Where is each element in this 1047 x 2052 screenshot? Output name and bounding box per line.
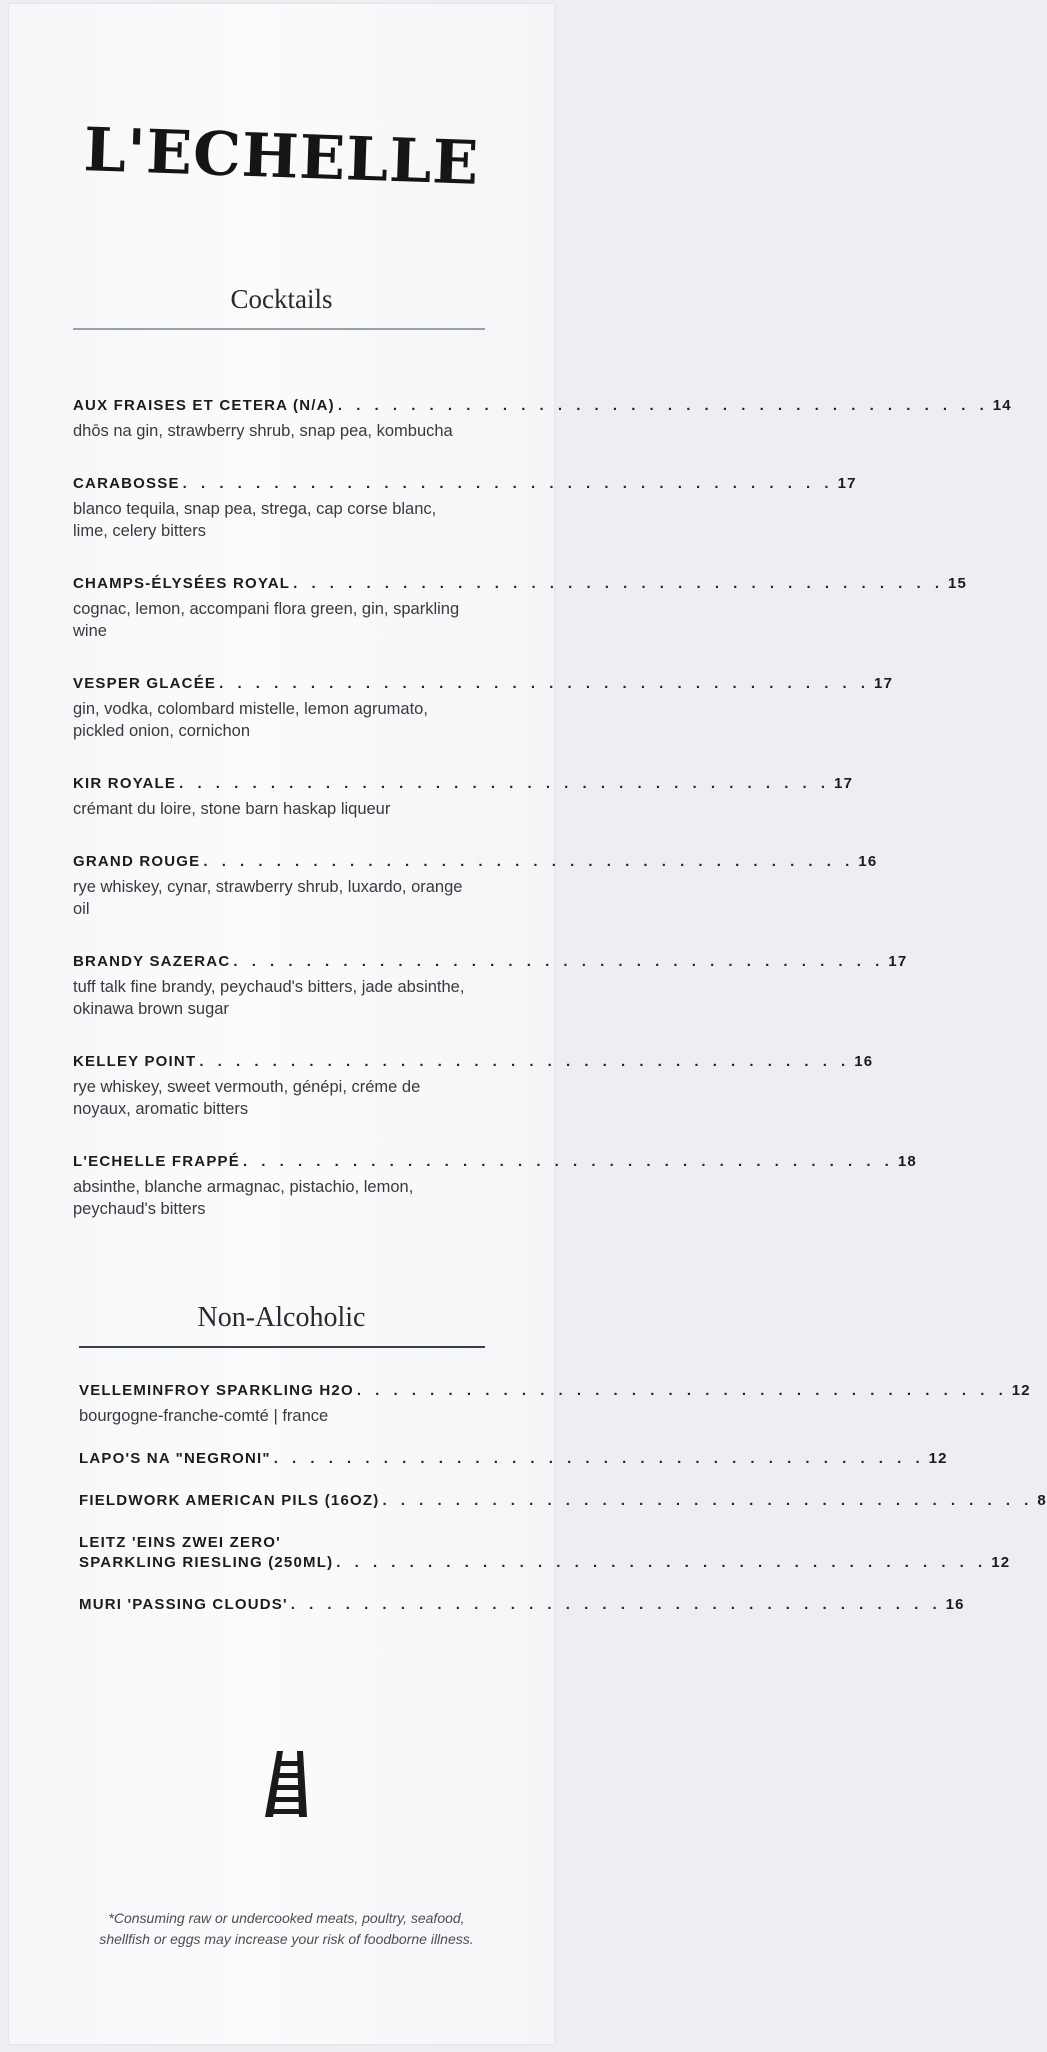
item-name: MURI 'PASSING CLOUDS' bbox=[79, 1596, 288, 1613]
item-description: gin, vodka, colombard mistelle, lemon agrumato, pickled onion, cornichon bbox=[73, 700, 428, 740]
na-item: MURI 'PASSING CLOUDS' . . . . . . . . . . . . . . . . . . . . . . . . . . . . . . . . . . . . 16 bbox=[79, 1596, 965, 1613]
item-description: rye whiskey, sweet vermouth, génépi, créme de noyaux, aromatic bitters bbox=[73, 1078, 421, 1118]
cocktail-list bbox=[73, 396, 1012, 1252]
item-price: 12 bbox=[928, 1450, 948, 1467]
cocktail-item: GRAND ROUGE . . . . . . . . . . . . . . . . . . . . . . . . . . . . . . . . . . . . 16 rye whiskey, cynar, strawberry shrub, luxardo, orange oil bbox=[73, 853, 878, 918]
item-name: CARABOSSE bbox=[73, 475, 180, 492]
item-description: bourgogne-franche-comté | france bbox=[79, 1407, 329, 1425]
item-price: 12 bbox=[1011, 1382, 1031, 1399]
item-price: 17 bbox=[834, 775, 854, 792]
item-name: KIR ROYALE bbox=[73, 775, 177, 792]
ladder-icon bbox=[259, 1749, 313, 1817]
item-price: 18 bbox=[897, 1153, 917, 1170]
item-price: 8 bbox=[1037, 1492, 1047, 1509]
item-name: VELLEMINFROY SPARKLING H2O bbox=[79, 1382, 354, 1399]
item-name: FIELDWORK AMERICAN PILS (16OZ) bbox=[79, 1492, 380, 1509]
item-price: 15 bbox=[948, 575, 968, 592]
item-price: 12 bbox=[991, 1554, 1011, 1571]
item-description: dhōs na gin, strawberry shrub, snap pea, kombucha bbox=[73, 422, 453, 440]
food-safety-disclaimer: *Consuming raw or undercooked meats, poultry, seafood, shellfish or eggs may increase your risk of foodborne illness. bbox=[99, 1910, 474, 1947]
item-description: cognac, lemon, accompani flora green, gin, sparkling wine bbox=[73, 600, 460, 640]
item-description: crémant du loire, stone barn haskap liqueur bbox=[73, 800, 391, 818]
cocktail-item: AUX FRAISES ET CETERA (N/A) . . . . . . . . . . . . . . . . . . . . . . . . . . . . . . . . . . . . 14 dhōs na gin, strawberry shrub, snap pea, kombucha bbox=[73, 397, 1012, 440]
item-name: L'ECHELLE FRAPPÉ bbox=[73, 1153, 240, 1170]
item-price: 17 bbox=[837, 475, 857, 492]
item-price: 16 bbox=[854, 1053, 874, 1070]
cocktail-item: L'ECHELLE FRAPPÉ . . . . . . . . . . . . . . . . . . . . . . . . . . . . . . . . . . . . 18 absinthe, blanche armagnac, pistachio, lemon, peychaud's bitters bbox=[73, 1153, 917, 1218]
item-name: AUX FRAISES ET CETERA (N/A) bbox=[73, 397, 335, 414]
na-item: VELLEMINFROY SPARKLING H2O . . . . . . . . . . . . . . . . . . . . . . . . . . . . . . . . . . . . 12 bourgogne-franche-comté | france bbox=[79, 1382, 1031, 1425]
item-name: LAPO'S NA "NEGRONI" bbox=[79, 1450, 271, 1467]
item-description: rye whiskey, cynar, strawberry shrub, luxardo, orange oil bbox=[73, 878, 463, 918]
cocktail-item: CARABOSSE . . . . . . . . . . . . . . . . . . . . . . . . . . . . . . . . . . . . 17 blanco tequila, snap pea, strega, cap corse blanc, lime, celery bitters bbox=[73, 475, 857, 540]
na-item: LEITZ 'EINS ZWEI ZERO' SPARKLING RIESLING (250ML) . . . . . . . . . . . . . . . . . . . . . . . . . . . . . . . . . . . . 12 bbox=[79, 1534, 1011, 1571]
cocktails-heading: Cocktails bbox=[230, 284, 333, 314]
na-item: LAPO'S NA "NEGRONI" . . . . . . . . . . . . . . . . . . . . . . . . . . . . . . . . . . . . 12 bbox=[79, 1450, 948, 1467]
item-description: blanco tequila, snap pea, strega, cap corse blanc, lime, celery bitters bbox=[73, 500, 437, 540]
item-name: CHAMPS-ÉLYSÉES ROYAL bbox=[73, 575, 291, 592]
cocktail-item: VESPER GLACÉE . . . . . . . . . . . . . . . . . . . . . . . . . . . . . . . . . . . . 17 gin, vodka, colombard mistelle, lemon agrumato, pickled onion, cornichon bbox=[73, 675, 894, 740]
item-name: BRANDY SAZERAC bbox=[73, 953, 231, 970]
item-name: SPARKLING RIESLING (250ML) bbox=[79, 1554, 334, 1571]
item-price: 16 bbox=[858, 853, 878, 870]
non-alcoholic-divider bbox=[79, 1346, 485, 1348]
item-name-line1: LEITZ 'EINS ZWEI ZERO' bbox=[79, 1534, 281, 1551]
item-name: GRAND ROUGE bbox=[73, 853, 201, 870]
cocktail-item: KELLEY POINT . . . . . . . . . . . . . . . . . . . . . . . . . . . . . . . . . . . . 16 rye whiskey, sweet vermouth, génépi, créme de noyaux, aromatic bitters bbox=[73, 1053, 874, 1118]
cocktail-item: KIR ROYALE . . . . . . . . . . . . . . . . . . . . . . . . . . . . . . . . . . . . 17 crémant du loire, stone barn haskap liqueur bbox=[73, 775, 854, 818]
item-price: 14 bbox=[992, 397, 1012, 414]
cocktail-item: CHAMPS-ÉLYSÉES ROYAL . . . . . . . . . . . . . . . . . . . . . . . . . . . . . . . . . . . . 15 cognac, lemon, accompani flora green, gin, sparkling wine bbox=[73, 575, 968, 640]
na-item: FIELDWORK AMERICAN PILS (16OZ) . . . . . . . . . . . . . . . . . . . . . . . . . . . . . . . . . . . . 8 bbox=[79, 1492, 1047, 1509]
item-description: absinthe, blanche armagnac, pistachio, lemon, peychaud's bitters bbox=[73, 1178, 414, 1218]
item-name: KELLEY POINT bbox=[73, 1053, 197, 1070]
item-price: 17 bbox=[888, 953, 908, 970]
item-price: 16 bbox=[945, 1596, 965, 1613]
non-alcoholic-list bbox=[79, 1381, 1047, 1637]
cocktail-item: BRANDY SAZERAC . . . . . . . . . . . . . . . . . . . . . . . . . . . . . . . . . . . . 17 tuff talk fine brandy, peychaud's bitters, jade absinthe, okinawa brown sugar bbox=[73, 953, 908, 1018]
menu-page bbox=[9, 4, 1047, 2044]
restaurant-logo: L'ECHELLE bbox=[82, 115, 481, 199]
item-name: VESPER GLACÉE bbox=[73, 675, 217, 692]
cocktails-divider bbox=[73, 328, 485, 330]
item-description: tuff talk fine brandy, peychaud's bitters, jade absinthe, okinawa brown sugar bbox=[73, 978, 465, 1018]
item-price: 17 bbox=[874, 675, 894, 692]
non-alcoholic-heading: Non-Alcoholic bbox=[197, 1302, 366, 1333]
